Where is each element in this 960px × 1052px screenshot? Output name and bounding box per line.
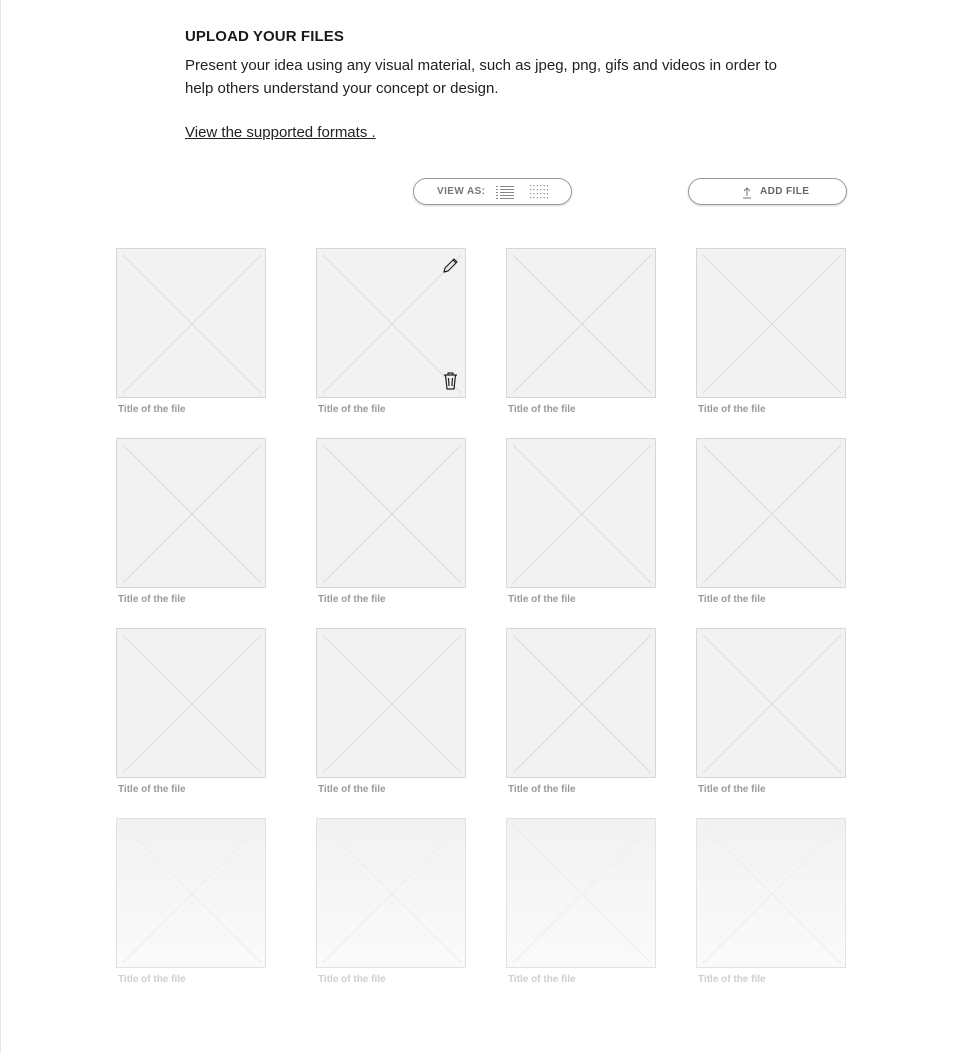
image-placeholder-icon xyxy=(697,439,847,589)
file-tile[interactable] xyxy=(116,628,266,796)
supported-formats-link[interactable]: View the supported formats . xyxy=(185,124,376,141)
file-title: Title of the file xyxy=(698,594,766,605)
file-tile[interactable] xyxy=(316,628,466,796)
add-file-label: ADD FILE xyxy=(760,186,810,197)
image-placeholder-icon xyxy=(507,629,657,779)
list-view-icon[interactable] xyxy=(496,185,514,199)
file-title: Title of the file xyxy=(318,404,386,415)
file-thumbnail[interactable] xyxy=(506,818,656,968)
image-placeholder-icon xyxy=(697,249,847,399)
image-placeholder-icon xyxy=(507,439,657,589)
image-placeholder-icon xyxy=(697,629,847,779)
file-thumbnail[interactable] xyxy=(696,248,846,398)
file-tile[interactable] xyxy=(506,818,656,986)
file-title: Title of the file xyxy=(318,594,386,605)
file-title: Title of the file xyxy=(318,784,386,795)
image-placeholder-icon xyxy=(317,819,467,969)
file-title: Title of the file xyxy=(698,784,766,795)
file-title: Title of the file xyxy=(508,784,576,795)
file-tile[interactable] xyxy=(506,628,656,796)
file-tile[interactable] xyxy=(316,438,466,606)
image-placeholder-icon xyxy=(117,439,267,589)
edit-icon[interactable] xyxy=(441,256,460,275)
file-tile[interactable] xyxy=(116,438,266,606)
file-tile[interactable] xyxy=(696,248,846,416)
file-thumbnail[interactable] xyxy=(316,438,466,588)
file-title: Title of the file xyxy=(508,974,576,985)
file-thumbnail[interactable] xyxy=(316,248,466,398)
file-thumbnail[interactable] xyxy=(696,438,846,588)
file-tile[interactable] xyxy=(506,248,656,416)
file-title: Title of the file xyxy=(508,594,576,605)
file-thumbnail[interactable] xyxy=(316,818,466,968)
view-as-toggle xyxy=(413,178,572,205)
file-thumbnail[interactable] xyxy=(506,438,656,588)
image-placeholder-icon xyxy=(697,819,847,969)
file-title: Title of the file xyxy=(318,974,386,985)
file-thumbnail[interactable] xyxy=(506,628,656,778)
file-thumbnail[interactable] xyxy=(116,628,266,778)
file-thumbnail[interactable] xyxy=(116,248,266,398)
file-tile[interactable] xyxy=(316,248,466,416)
trash-icon[interactable] xyxy=(443,371,458,390)
page-title: UPLOAD YOUR FILES xyxy=(185,28,344,45)
file-tile[interactable] xyxy=(696,438,846,606)
file-title: Title of the file xyxy=(118,404,186,415)
file-title: Title of the file xyxy=(698,404,766,415)
file-title: Title of the file xyxy=(118,594,186,605)
file-thumbnail[interactable] xyxy=(116,818,266,968)
file-tile[interactable] xyxy=(696,818,846,986)
add-file-button[interactable] xyxy=(688,178,847,205)
image-placeholder-icon xyxy=(117,629,267,779)
image-placeholder-icon xyxy=(117,819,267,969)
file-title: Title of the file xyxy=(508,404,576,415)
file-thumbnail[interactable] xyxy=(696,818,846,968)
file-tile[interactable] xyxy=(116,248,266,416)
page-frame-border xyxy=(0,0,1,1052)
image-placeholder-icon xyxy=(317,439,467,589)
image-placeholder-icon xyxy=(317,629,467,779)
file-tile[interactable] xyxy=(316,818,466,986)
image-placeholder-icon xyxy=(117,249,267,399)
file-title: Title of the file xyxy=(118,974,186,985)
file-thumbnail[interactable] xyxy=(506,248,656,398)
file-title: Title of the file xyxy=(698,974,766,985)
grid-view-icon[interactable] xyxy=(530,185,548,199)
upload-arrow-icon xyxy=(742,186,752,198)
file-tile[interactable] xyxy=(116,818,266,986)
view-as-label: VIEW AS: xyxy=(437,186,486,197)
image-placeholder-icon xyxy=(507,249,657,399)
file-thumbnail[interactable] xyxy=(116,438,266,588)
file-title: Title of the file xyxy=(118,784,186,795)
file-thumbnail[interactable] xyxy=(696,628,846,778)
file-tile[interactable] xyxy=(506,438,656,606)
upload-header xyxy=(185,27,805,143)
image-placeholder-icon xyxy=(507,819,657,969)
upload-description: Present your idea using any visual material, such as jpeg, png, gifs and videos in order to help others understand your concept or design. xyxy=(185,57,778,97)
file-tile[interactable] xyxy=(696,628,846,796)
file-thumbnail[interactable] xyxy=(316,628,466,778)
